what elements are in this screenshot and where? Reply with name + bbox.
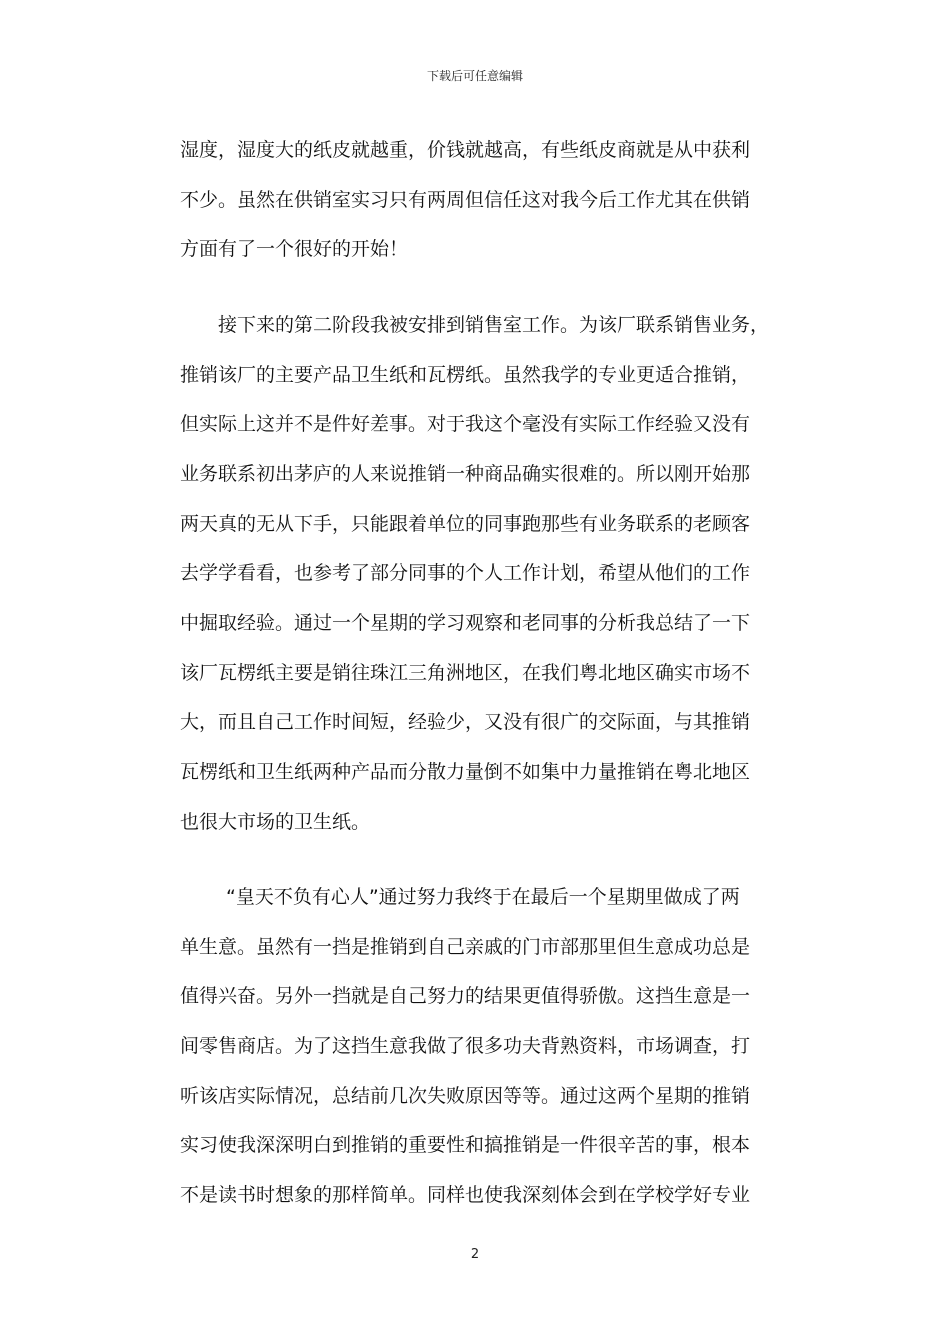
body-text-line: 方面有了一个很好的开始！ (180, 238, 409, 260)
body-text-line: 业务联系初出茅庐的人来说推销一种商品确实很难的。所以刚开始那 (180, 463, 751, 485)
body-text-line: 中掘取经验。通过一个星期的学习观察和老同事的分析我总结了一下 (180, 612, 751, 634)
paragraph-first-line: 接下来的第二阶段我被安排到销售室工作。为该厂联系销售业务， (218, 314, 770, 336)
body-text-line: 该厂瓦楞纸主要是销往珠江三角洲地区，在我们粤北地区确实市场不 (180, 662, 751, 684)
body-text-line: 值得兴奋。另外一挡就是自己努力的结果更值得骄傲。这挡生意是一 (180, 985, 751, 1007)
body-text-line: 听该店实际情况，总结前几次失败原因等等。通过这两个星期的推销 (180, 1085, 751, 1107)
body-text-line: 不少。虽然在供销室实习只有两周但信任这对我今后工作尤其在供销 (180, 189, 751, 211)
body-text-line: 推销该厂的主要产品卫生纸和瓦楞纸。虽然我学的专业更适合推销， (180, 364, 751, 386)
body-text-line: 也很大市场的卫生纸。 (180, 811, 371, 833)
body-text-line: 大，而且自己工作时间短，经验少，又没有很广的交际面，与其推销 (180, 711, 751, 733)
body-text-line: 间零售商店。为了这挡生意我做了很多功夫背熟资料，市场调查，打 (180, 1035, 751, 1057)
paragraph-first-line: “皇天不负有心人”通过努力我终于在最后一个星期里做成了两 (226, 886, 740, 908)
body-text-line: 湿度，湿度大的纸皮就越重，价钱就越高，有些纸皮商就是从中获利 (180, 139, 751, 161)
body-text-line: 但实际上这并不是件好差事。对于我这个毫没有实际工作经验又没有 (180, 413, 751, 435)
body-text-line: 不是读书时想象的那样简单。同样也使我深刻体会到在学校学好专业 (180, 1184, 751, 1206)
body-text-line: 单生意。虽然有一挡是推销到自己亲戚的门市部那里但生意成功总是 (180, 936, 751, 958)
page-header: 下载后可任意编辑 (426, 69, 523, 83)
body-text-line: 实习使我深深明白到推销的重要性和搞推销是一件很辛苦的事，根本 (180, 1134, 751, 1156)
page-number: 2 (470, 1247, 480, 1262)
body-text-line: 两天真的无从下手，只能跟着单位的同事跑那些有业务联系的老顾客 (180, 513, 751, 535)
body-text-line: 去学学看看，也参考了部分同事的个人工作计划，希望从他们的工作 (180, 562, 751, 584)
body-text-line: 瓦楞纸和卫生纸两种产品而分散力量倒不如集中力量推销在粤北地区 (180, 761, 751, 783)
